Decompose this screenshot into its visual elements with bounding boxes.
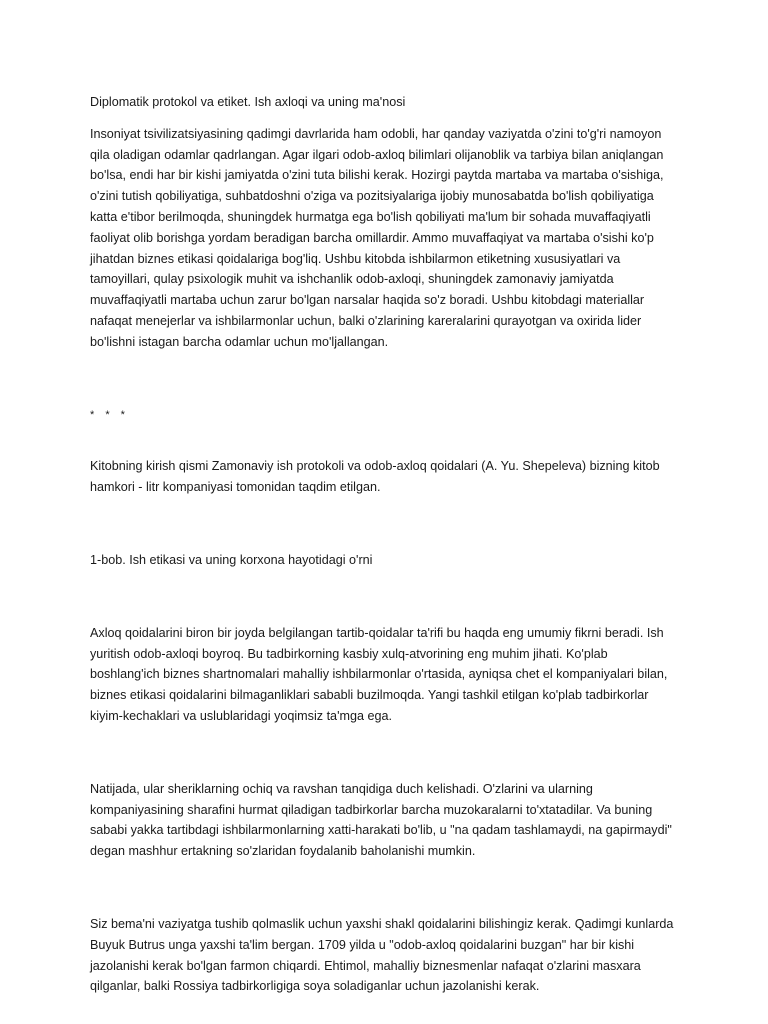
document-page [90,92,680,997]
section-separator: * * * [90,408,129,421]
body-paragraph-2: Natijada, ular sheriklarning ochiq va ravshan tanqidiga duch kelishadi. O'zlarini va ularning kompaniyasining sharafini hurmat qiladigan tadbirkorlar barcha muzokaralarni to'xtatadilar. Va buning sababi yakka tartibdagi ishbilarmonlarning xatti-harakati bo'lib, u "na qadam tashlamaydi, na gapirmaydi" degan mashhur ertakning so'zlaridan foydalanib baholanishi mumkin. [90,781,672,859]
intro-paragraph: Insoniyat tsivilizatsiyasining qadimgi davrlarida ham odobli, har qanday vaziyatda o'zini to'g'ri namoyon qila oladigan odamlar qadrlangan. Agar ilgari odob-axloq bilimlari olijanoblik va tarbiya bilan aniqlangan bo'lsa, endi har bir kishi jamiyatda o'zini tuta bilishi kerak. Hozirgi paytda martaba va martaba o'sishiga, o'zini tutish qobiliyatiga, suhbatdoshni o'ziga va pozitsiyalariga ijobiy munosabatda bo'lish qobiliyatiga katta e'tibor berilmoqda, shuningdek hurmatga ega bo'lish qobiliyati ma'lum bir sohada muvaffaqiyatli faoliyat olib borishga yordam beradigan barcha omillardir. Ammo muvaffaqiyat va martaba o'sishi ko'p jihatdan biznes etikasi qoidalariga bog'liq. Ushbu kitobda ishbilarmon etiketning xususiyatlari va tamoyillari, qulay psixologik muhit va ishchanlik odob-axloqi, shuningdek zamonaviy jamiyatda muvaffaqiyatli martaba uchun zarur bo'lgan narsalar haqida so'z boradi. Ushbu kitobdagi materiallar nafaqat menejerlar va ishbilarmonlar uchun, balki o'zlarining kareralarini qurayotgan va oxirida lider bo'lishni istagan barcha odamlar uchun mo'ljallangan. [90,126,664,349]
credit-paragraph: Kitobning kirish qismi Zamonaviy ish protokoli va odob-axloq qoidalari (A. Yu. Shepeleva) bizning kitob hamkori - litr kompaniyasi tomonidan taqdim etilgan. [90,459,660,495]
body-paragraph-1: Axloq qoidalarini biron bir joyda belgilangan tartib-qoidalar ta'rifi bu haqda eng umumiy fikrni beradi. Ish yuritish odob-axloqi boyroq. Bu tadbirkorning kasbiy xulq-atvorining eng muhim jihati. Ko'plab boshlang'ich biznes shartnomalari mahalliy ishbilarmonlar o'rtasida, ayniqsa chet el kompaniyalari bilan, biznes etikasi qoidalarini bilmaganliklari sababli buzilmoqda. Yangi tashkil etilgan ko'plab tadbirkorlar kiyim-kechaklari va uslublaridagi yoqimsiz ta'mga ega. [90,625,668,723]
chapter-heading: 1-bob. Ish etikasi va uning korxona hayotidagi o'rni [90,552,373,567]
body-paragraph-3: Siz bema'ni vaziyatga tushib qolmaslik uchun yaxshi shakl qoidalarini bilishingiz kerak. Qadimgi kunlarda Buyuk Butrus unga yaxshi ta'lim bergan. 1709 yilda u "odob-axloq qoidalarini buzgan" har bir kishi jazolanishi kerak bo'lgan farmon chiqardi. Ehtimol, mahalliy biznesmenlar nafaqat o'zlarini masxara qilganlar, balki Rossiya tadbirkorligiga soya soladiganlar uchun jazolanishi kerak. [90,916,674,994]
document-title: Diplomatik protokol va etiket. Ish axloqi va uning ma'nosi [90,95,406,109]
